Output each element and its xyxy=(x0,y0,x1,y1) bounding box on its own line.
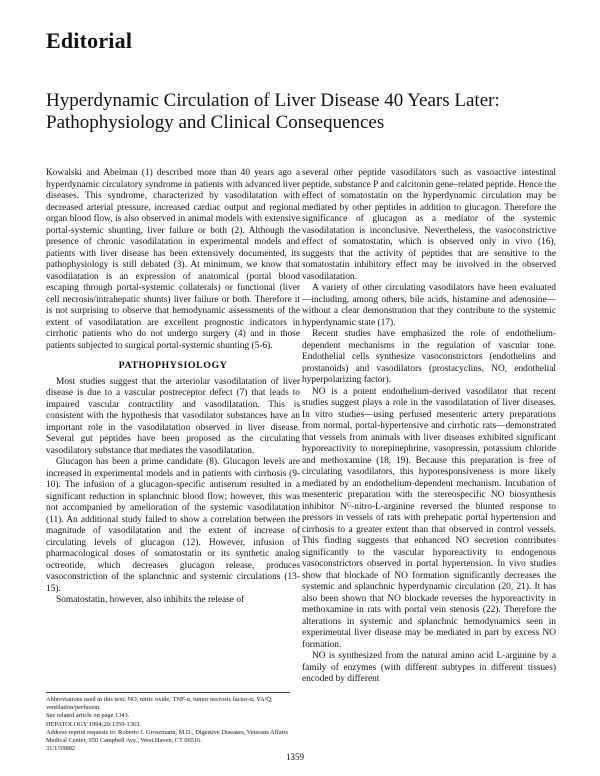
footnote-related-article: See related article on page 1343. xyxy=(46,712,130,720)
footnote-citation: HEPATOLOGY 1994;20:1359-1363. xyxy=(46,720,141,728)
body-paragraph: A variety of other circulating vasodilators have been evaluated—including, among others, bile acids, histamine and adenosine—without a clear demonstration that they contribute to the systemic hyperdynamic state (17). xyxy=(302,283,556,328)
body-paragraph: Most studies suggest that the arteriolar vasodilatation of liver disease is due to a vascular postreceptor defect (7) that leads to impaired vascular contractility and vasodilatation. This is consistent with the hypothesis that vasodilator substances have an important role in the vasodilatation observed in liver disease. Several gut peptides have been proposed as the circulating vasodilatory substance that mediates the vasodilatation. xyxy=(46,376,300,456)
body-paragraph: NO is synthesized from the natural amino acid L-arginine by a family of enzymes (with different subtypes in different tissues) encoded by different xyxy=(302,651,556,684)
footnotes xyxy=(46,692,290,753)
footnote-abbreviations: Abbreviations used in this text: NO, nitric oxide; TNF-α, tumor necrosis factor-α; V̇A/Q̇, ventilation/perfusion. xyxy=(46,696,273,712)
body-paragraph: Somatostatin, however, also inhibits the release of xyxy=(56,595,245,605)
page-number: 1359 xyxy=(286,752,304,762)
article-title xyxy=(46,90,566,134)
body-paragraph: Recent studies have emphasized the role of endothelium-dependent mechanisms in the regulation of vascular tone. Endothelial cells synthesize vasoconstrictors (endothelins and prostanoids) and vasodilators (prostacyclins, NO, endothelial hyperpolarizing factor). xyxy=(302,329,556,385)
footnote-code: 31/1/59882 xyxy=(46,745,76,753)
left-column xyxy=(46,168,300,607)
intro-paragraph: Kowalski and Abelman (1) described more than 40 years ago a hyperdynamic circulatory syndrome in patients with advanced liver diseases. This syndrome, characterized by vasodilatation with decreased arterial pressure, increased cardiac output and regional organ blood flow, is also observed in animal models with extensive portal-systemic shunting, liver failure or both (2). Although the presence of chronic vasodilatation in experimental models and patients with liver disease has been extensively documented, its pathophysiology is still debated (3). At minimum, we know that vasodilatation is an expression of anatomical (portal blood escaping through portal-systemic collaterals) or functional (liver cell necrosis/intrahepatic shunts) liver failure or both. Therefore it is not surprising to observe that hemodynamic assessments of the extent of vasodilatation are excellent prognostic indicators in cirrhotic patients who do not undergo surgery (4) and in those patients subjected to surgical portal-systemic shunting (5-6). xyxy=(46,168,300,351)
section-label: Editorial xyxy=(46,28,133,53)
body-paragraph: Glucagon has been a prime candidate (8). Glucagon levels are increased in experimental models and in patients with cirrhosis (9-10). The infusion of a glucagon-specific antiserum resulted in a significant reduction in splanchnic blood flow; however, this was not accompanied by amelioration of the systemic vasodilatation (11). An additional study failed to show a correlation between the magnitude of vasodilatation and the extent of increase of circulating levels of glucagon (12). However, infusion of pharmacological doses of somatostatin or its synthetic analog octreotide, which decreases glucagon release, produces vasoconstriction of the splanchnic and systemic circulations (13-15). xyxy=(46,457,300,594)
section-heading-pathophysiology: PATHOPHYSIOLOGY xyxy=(118,360,228,371)
right-column xyxy=(302,168,556,686)
footnote-reprint-address: Address reprint requests to: Roberto J. Groszmann, M.D., Digestive Diseases, Veterans Affairs Medical Center, 950 Campbell Ave., West Haven, CT 06516. xyxy=(46,728,289,745)
body-paragraph: several other peptide vasodilators such as vasoactive intestinal peptide, substance P and calcitonin gene–related peptide. Hence the effect of somatostatin on the hyperdynamic circulation may be mediated by other peptides in addition to glucagon. Therefore the significance of glucagon as a mediator of the systemic vasodilatation is inconclusive. Nevertheless, the vasoconstrictive effect of somatostatin, which is observed only in vivo (16), suggests that the activity of peptides that are sensitive to the somatostatin inhibitory effect may be involved in the observed vasodilatation. xyxy=(302,168,556,282)
body-paragraph: NO is a potent endothelium-derived vasodilator that recent studies suggest plays a role in the vasodilatation of liver diseases. In vitro studies—using perfused mesenteric artery preparations from normal, portal-hypertensive and cirrhotic rats—demonstrated that vessels from animals with liver diseases exhibited significant hyporeactivity to norepinephrine, vasopressin, potassium chloride and methoxamine (18, 19). Because this preparation is free of circulating vasodilators, this hyporesponsiveness is more likely mediated by an endothelium-dependent mechanism. Incubation of mesenteric preparation with the stereospecific NO biosynthesis inhibitor Nᴳ-nitro-L-arginine reversed the blunted response to pressors in vessels of rats with prehepatic portal hypertension and cirrhosis to a greater extent than that observed in control vessels. This finding suggests that enhanced NO secretion contributes significantly to the vascular hyporeactivity to endogenous vasoconstrictors observed in portal hypertension. In vivo studies show that blockade of NO formation significantly decreases the systemic and splanchnic hyperdynamic circulation (20, 21). It has also been shown that NO blockade reverses the hyporeactivity in methoxamine in rats with portal vein stenosis (22). Therefore the alterations in systemic and splanchnic hemodynamics seen in experimental liver disease may be mediated in part by excess NO formation. xyxy=(302,386,556,650)
title-line-1: Hyperdynamic Circulation of Liver Disease 40 Years Later: xyxy=(46,90,500,111)
title-line-2: Pathophysiology and Clinical Consequences xyxy=(46,112,385,133)
